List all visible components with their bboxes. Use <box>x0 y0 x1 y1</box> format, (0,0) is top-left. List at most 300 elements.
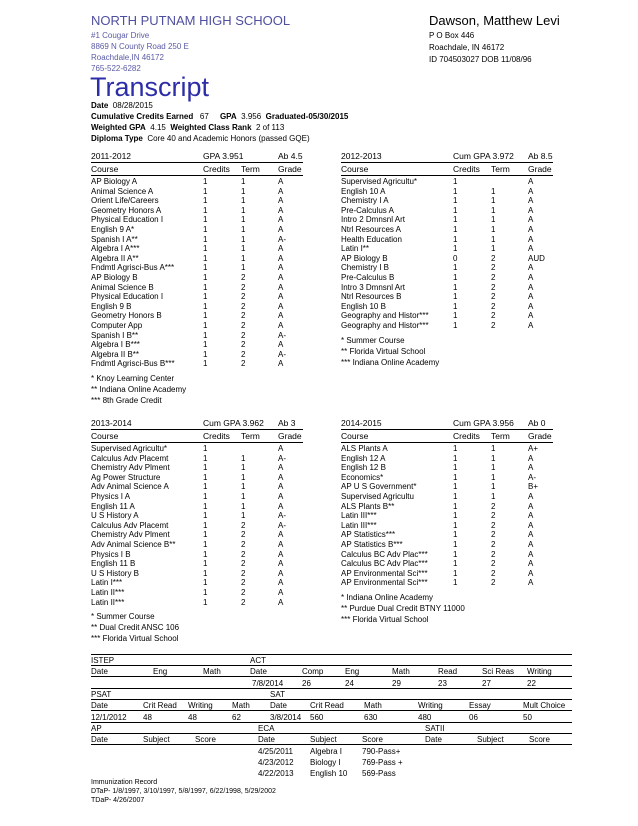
course-cell: 1 <box>203 215 208 225</box>
footnote: * Knoy Learning Center <box>91 374 175 383</box>
course-cell: A <box>278 463 284 473</box>
course-cell: 2 <box>241 530 246 540</box>
course-cell: 2 <box>241 597 246 607</box>
course-cell: A <box>278 492 284 501</box>
act-value: 22 <box>527 679 536 688</box>
footnote: *** Indiana Online Academy <box>341 357 440 367</box>
school-address-line: 8869 N County Road 250 E <box>91 42 189 51</box>
istep-header: Math <box>203 667 221 676</box>
course-cell: A <box>278 292 284 302</box>
course-cell: A <box>278 359 284 369</box>
course-cell: 2 <box>241 330 246 340</box>
course-cell: Ntrl Resources A <box>341 225 402 234</box>
course-cell: Algebra II B** <box>91 349 140 359</box>
satii-header: Date <box>425 735 442 744</box>
course-cell: A <box>278 177 284 186</box>
course-cell: AP Environmental Sci*** <box>341 578 428 588</box>
course-cell: Physics I B <box>91 549 131 559</box>
course-cell: 1 <box>453 492 458 501</box>
table-rule <box>91 733 572 734</box>
course-cell: 2 <box>241 568 246 578</box>
course-cell: 2 <box>241 578 246 588</box>
eca-value: 569-Pass <box>362 769 396 778</box>
footnote: ** Florida Virtual School <box>341 346 426 356</box>
course-cell: 1 <box>203 273 208 282</box>
act-value: 7/8/2014 <box>252 679 284 688</box>
course-cell: U S History B <box>91 568 140 578</box>
course-cell: A <box>528 530 534 540</box>
course-cell: A <box>278 482 284 492</box>
ap-header: Score <box>195 735 216 744</box>
table-rule <box>91 665 572 666</box>
course-cell: Ag Power Structure <box>91 472 161 482</box>
course-cell: A <box>278 225 284 234</box>
course-cell: A <box>528 549 534 559</box>
eca-value: 769-Pass + <box>362 758 403 767</box>
course-cell: 1 <box>453 273 458 282</box>
act-header: Math <box>392 667 410 676</box>
footnote: * Summer Course <box>91 612 155 622</box>
course-cell: 1 <box>203 540 208 549</box>
course-cell: 1 <box>203 530 208 540</box>
year-ab: Ab 8.5 <box>528 151 553 161</box>
ap-header: Subject <box>143 735 170 744</box>
course-cell: A <box>528 511 534 521</box>
table-rule <box>91 722 572 723</box>
course-cell: ALS Plants A <box>341 444 388 453</box>
course-cell: Calculus BC Adv Plac*** <box>341 559 428 569</box>
footnote: ** Dual Credit ANSC 106 <box>91 623 180 633</box>
course-cell: A- <box>278 511 286 521</box>
school-phone: 765-522-6282 <box>91 64 141 73</box>
course-cell: 2 <box>241 520 246 530</box>
course-cell: 2 <box>491 549 496 559</box>
course-cell: 1 <box>491 482 496 492</box>
course-cell: 1 <box>203 311 208 321</box>
course-cell: A <box>528 196 534 206</box>
course-cell: 1 <box>203 568 208 578</box>
course-cell: 1 <box>241 472 246 482</box>
student-address-line: P O Box 446 <box>429 31 475 40</box>
course-cell: 1 <box>491 453 496 463</box>
course-cell: A <box>278 588 284 597</box>
student-name: Dawson, Matthew Levi <box>429 13 560 28</box>
act-header: Eng <box>345 667 360 676</box>
ap-header: Date <box>91 735 108 744</box>
istep-header: Eng <box>153 667 168 676</box>
column-header: Course <box>91 164 119 174</box>
course-cell: AP Biology A <box>91 177 138 186</box>
course-cell: AP Biology B <box>91 273 138 282</box>
course-cell: A <box>528 453 534 463</box>
course-cell: 2 <box>241 273 246 282</box>
table-rule <box>91 654 572 655</box>
column-header: Grade <box>528 431 552 441</box>
eca-value: 790-Pass+ <box>362 747 401 756</box>
course-cell: 1 <box>453 568 458 578</box>
course-cell: 1 <box>453 549 458 559</box>
course-cell: English 12 A <box>341 453 386 463</box>
course-cell: Latin III*** <box>341 520 377 530</box>
course-cell: Latin III*** <box>341 511 377 521</box>
course-cell: 1 <box>241 225 246 234</box>
course-cell: 1 <box>203 321 208 330</box>
psat-header: Date <box>91 701 108 710</box>
header-rule <box>341 175 553 176</box>
course-cell: A <box>528 177 534 186</box>
course-cell: 1 <box>241 196 246 206</box>
course-cell: A- <box>278 349 286 359</box>
psat-header: Crit Read <box>143 701 177 710</box>
course-cell: English 9 A* <box>91 225 135 234</box>
student-id-dob: ID 704503027 DOB 11/08/96 <box>429 55 532 64</box>
column-header: Grade <box>528 164 552 174</box>
course-cell: Physical Education I <box>91 215 164 225</box>
course-cell: 1 <box>203 597 208 607</box>
course-cell: 1 <box>241 215 246 225</box>
course-cell: 1 <box>241 234 246 244</box>
course-cell: 1 <box>203 511 208 521</box>
course-cell: A <box>528 568 534 578</box>
course-cell: A <box>528 263 534 273</box>
course-cell: A <box>528 234 534 244</box>
satii-header: Subject <box>477 735 504 744</box>
course-cell: 1 <box>453 186 458 196</box>
course-cell: 1 <box>241 492 246 501</box>
course-cell: 1 <box>491 472 496 482</box>
course-cell: A <box>528 520 534 530</box>
immunization-line: TDaP- 4/26/2007 <box>91 797 145 804</box>
course-cell: Latin II*** <box>91 588 125 597</box>
course-cell: 1 <box>491 205 496 215</box>
school-address-line: #1 Cougar Drive <box>91 31 150 40</box>
course-cell: 1 <box>491 463 496 473</box>
course-cell: 1 <box>203 482 208 492</box>
course-cell: 2 <box>241 359 246 369</box>
column-header: Credits <box>453 164 480 174</box>
sat-value: 480 <box>418 713 432 722</box>
course-cell: 2 <box>491 540 496 549</box>
course-cell: A <box>528 321 534 330</box>
course-cell: 2 <box>241 321 246 330</box>
sat-header: Math <box>364 701 382 710</box>
course-cell: 1 <box>241 511 246 521</box>
course-cell: 1 <box>453 540 458 549</box>
student-address-line: Roachdale, IN 46172 <box>429 43 505 52</box>
course-cell: A <box>528 225 534 234</box>
course-cell: English 11 B <box>91 559 136 569</box>
act-header: Comp <box>302 667 324 676</box>
course-cell: A <box>278 340 284 350</box>
course-cell: 1 <box>241 501 246 511</box>
course-cell: Geography and Histor*** <box>341 311 429 321</box>
course-cell: A <box>528 501 534 511</box>
course-cell: A <box>528 186 534 196</box>
year-label: 2013-2014 <box>91 418 132 428</box>
course-cell: A <box>278 282 284 292</box>
sat-header: Essay <box>469 701 491 710</box>
course-cell: 2 <box>491 559 496 569</box>
column-header: Course <box>341 164 369 174</box>
course-cell: A <box>528 463 534 473</box>
course-cell: A <box>278 311 284 321</box>
course-cell: 1 <box>203 578 208 588</box>
course-cell: A <box>278 215 284 225</box>
course-cell: Algebra I A*** <box>91 244 140 254</box>
psat-header: Writing <box>188 701 213 710</box>
psat-value: 48 <box>188 713 197 722</box>
sat-header: Date <box>270 701 287 710</box>
satii-header: Score <box>529 735 550 744</box>
course-cell: 1 <box>203 472 208 482</box>
year-rule <box>91 162 303 163</box>
course-cell: 1 <box>453 282 458 292</box>
year-ab: Ab 0 <box>528 418 546 428</box>
psat-label: PSAT <box>91 690 112 699</box>
course-cell: Geometry Honors A <box>91 205 162 215</box>
immunization-line: DTaP- 1/8/1997, 3/10/1997, 5/8/1997, 6/22/1998, 5/29/2002 <box>91 788 276 795</box>
header-rule <box>91 175 303 176</box>
course-cell: 1 <box>491 244 496 254</box>
course-cell: A <box>528 559 534 569</box>
course-cell: 1 <box>203 282 208 292</box>
footnote: * Indiana Online Academy <box>341 593 434 602</box>
course-cell: Computer App <box>91 321 143 330</box>
course-cell: A- <box>528 472 536 482</box>
page-title: Transcript <box>90 72 210 102</box>
course-cell: 2 <box>241 559 246 569</box>
course-cell: 1 <box>453 520 458 530</box>
course-cell: English 11 A <box>91 501 135 511</box>
column-header: Grade <box>278 431 302 441</box>
course-cell: 2 <box>241 540 246 549</box>
act-value: 24 <box>345 679 354 688</box>
course-cell: 1 <box>491 196 496 206</box>
course-cell: A <box>528 244 534 254</box>
sat-value: 3/8/2014 <box>270 713 302 722</box>
course-cell: 1 <box>203 234 208 244</box>
column-header: Term <box>491 431 510 441</box>
course-cell: 2 <box>241 340 246 350</box>
school-name: NORTH PUTNAM HIGH SCHOOL <box>91 13 291 28</box>
course-cell: Algebra I B*** <box>91 340 140 350</box>
course-cell: English 9 B <box>91 301 132 311</box>
course-cell: 2 <box>241 292 246 302</box>
course-cell: 1 <box>241 453 246 463</box>
course-cell: 1 <box>203 340 208 350</box>
course-cell: 1 <box>203 301 208 311</box>
course-cell: 1 <box>241 186 246 196</box>
course-cell: English 10 A <box>341 186 386 196</box>
footnote: *** Florida Virtual School <box>91 634 179 644</box>
course-cell: Chemistry I A <box>341 196 389 206</box>
ap-label: AP <box>91 724 102 733</box>
course-cell: Calculus Adv Placemt <box>91 453 169 463</box>
course-cell: A <box>278 244 284 254</box>
year-ab: Ab 3 <box>278 418 296 428</box>
course-cell: 1 <box>491 186 496 196</box>
year-gpa: Cum GPA 3.972 <box>453 151 514 161</box>
eca-value: English 10 <box>310 769 348 778</box>
course-cell: AUD <box>528 253 545 263</box>
course-cell: 1 <box>453 482 458 492</box>
course-cell: Ntrl Resources B <box>341 292 402 302</box>
course-cell: Spanish I B** <box>91 330 139 340</box>
course-cell: 1 <box>203 292 208 302</box>
course-cell: Fndmtl Agrisci-Bus B*** <box>91 359 175 369</box>
course-cell: Chemistry I B <box>341 263 390 273</box>
course-cell: 1 <box>453 311 458 321</box>
course-cell: 2 <box>491 263 496 273</box>
year-label: 2011-2012 <box>91 151 132 161</box>
course-cell: 1 <box>453 292 458 302</box>
course-cell: Adv Animal Science A <box>91 482 169 492</box>
table-rule <box>91 688 572 689</box>
course-cell: 2 <box>241 282 246 292</box>
course-cell: Calculus BC Adv Plac*** <box>341 549 428 559</box>
course-cell: 1 <box>453 578 458 588</box>
course-cell: 1 <box>491 234 496 244</box>
course-cell: 1 <box>203 559 208 569</box>
course-cell: 1 <box>203 205 208 215</box>
course-cell: 1 <box>453 225 458 234</box>
course-cell: A <box>278 186 284 196</box>
course-cell: Latin II*** <box>91 597 125 607</box>
course-cell: Chemistry Adv Plment <box>91 463 170 473</box>
year-gpa: GPA 3.951 <box>203 151 244 161</box>
course-cell: 1 <box>203 588 208 597</box>
istep-header: Date <box>91 667 108 676</box>
course-cell: A <box>278 568 284 578</box>
act-value: 26 <box>302 679 311 688</box>
course-cell: 2 <box>241 588 246 597</box>
course-cell: English 12 B <box>341 463 386 473</box>
course-cell: 2 <box>491 292 496 302</box>
footnote: ** Indiana Online Academy <box>91 385 187 394</box>
year-gpa: Cum GPA 3.956 <box>453 418 514 428</box>
sat-value: 06 <box>469 713 478 722</box>
course-cell: Intro 3 Dmnsnl Art <box>341 282 406 292</box>
course-cell: A- <box>278 330 286 340</box>
course-cell: 1 <box>453 234 458 244</box>
course-cell: A <box>528 301 534 311</box>
course-cell: 1 <box>453 453 458 463</box>
course-cell: Physics I A <box>91 492 131 501</box>
course-cell: 1 <box>453 444 458 453</box>
act-value: 27 <box>482 679 491 688</box>
course-cell: A <box>278 597 284 607</box>
course-cell: A <box>528 578 534 588</box>
course-cell: English 10 B <box>341 301 386 311</box>
course-cell: Supervised Agricultu* <box>91 444 168 453</box>
eca-value: 4/23/2012 <box>258 758 294 767</box>
course-cell: A <box>528 540 534 549</box>
course-cell: 2 <box>491 520 496 530</box>
course-cell: Latin I*** <box>91 578 123 588</box>
sat-value: 630 <box>364 713 378 722</box>
course-cell: 1 <box>203 349 208 359</box>
course-cell: 1 <box>203 244 208 254</box>
course-cell: ALS Plants B** <box>341 501 395 511</box>
act-value: 29 <box>392 679 401 688</box>
course-cell: 2 <box>491 321 496 330</box>
course-cell: AP Biology B <box>341 253 388 263</box>
course-cell: 1 <box>453 215 458 225</box>
course-cell: 1 <box>241 253 246 263</box>
course-cell: 2 <box>491 273 496 282</box>
course-cell: 1 <box>453 559 458 569</box>
course-cell: 1 <box>453 511 458 521</box>
column-header: Term <box>241 431 260 441</box>
course-cell: 2 <box>241 311 246 321</box>
sat-label: SAT <box>270 690 285 699</box>
course-cell: A <box>278 530 284 540</box>
eca-header: Score <box>362 735 383 744</box>
course-cell: 1 <box>453 501 458 511</box>
course-cell: 1 <box>203 359 208 369</box>
immunization-title: Immunization Record <box>91 779 158 786</box>
course-cell: A <box>528 205 534 215</box>
eca-header: Date <box>258 735 275 744</box>
course-cell: A <box>278 540 284 549</box>
footnote: * Summer Course <box>341 335 405 345</box>
course-cell: AP Environmental Sci*** <box>341 568 428 578</box>
course-cell: 2 <box>491 511 496 521</box>
column-header: Term <box>241 164 260 174</box>
course-cell: Physical Education I <box>91 292 164 302</box>
footnote: ** Purdue Dual Credit BTNY 11000 <box>341 604 465 613</box>
school-address-line: Roachdale,IN 46172 <box>91 53 164 62</box>
course-cell: 2 <box>241 301 246 311</box>
course-cell: Economics* <box>341 472 384 482</box>
course-cell: A <box>528 311 534 321</box>
year-ab: Ab 4.5 <box>278 151 303 161</box>
course-cell: A <box>278 263 284 273</box>
istep-label: ISTEP <box>91 656 115 665</box>
eca-value: 4/22/2013 <box>258 769 294 778</box>
course-cell: A <box>278 549 284 559</box>
course-cell: Geometry Honors B <box>91 311 162 321</box>
course-cell: A <box>278 253 284 263</box>
course-cell: 2 <box>491 282 496 292</box>
act-header: Date <box>250 667 267 676</box>
year-label: 2012-2013 <box>341 151 382 161</box>
course-cell: 1 <box>241 482 246 492</box>
course-cell: A <box>278 321 284 330</box>
course-cell: 1 <box>453 472 458 482</box>
psat-value: 48 <box>143 713 152 722</box>
course-cell: 1 <box>453 263 458 273</box>
course-cell: 1 <box>241 177 246 186</box>
course-cell: A- <box>278 234 286 244</box>
year-rule <box>341 162 553 163</box>
year-label: 2014-2015 <box>341 418 382 428</box>
course-cell: Supervised Agricultu* <box>341 177 418 186</box>
course-cell: 2 <box>491 501 496 511</box>
course-cell: A <box>278 578 284 588</box>
course-cell: 1 <box>453 301 458 311</box>
course-cell: 1 <box>241 205 246 215</box>
sat-header: Crit Read <box>310 701 344 710</box>
course-cell: 1 <box>203 549 208 559</box>
sat-header: Mult Choice <box>523 701 566 710</box>
course-cell: 2 <box>241 549 246 559</box>
course-cell: Latin I** <box>341 244 370 254</box>
act-header: Read <box>438 667 458 676</box>
sat-value: 560 <box>310 713 324 722</box>
course-cell: Spanish I A** <box>91 234 138 244</box>
course-cell: A+ <box>528 444 539 453</box>
